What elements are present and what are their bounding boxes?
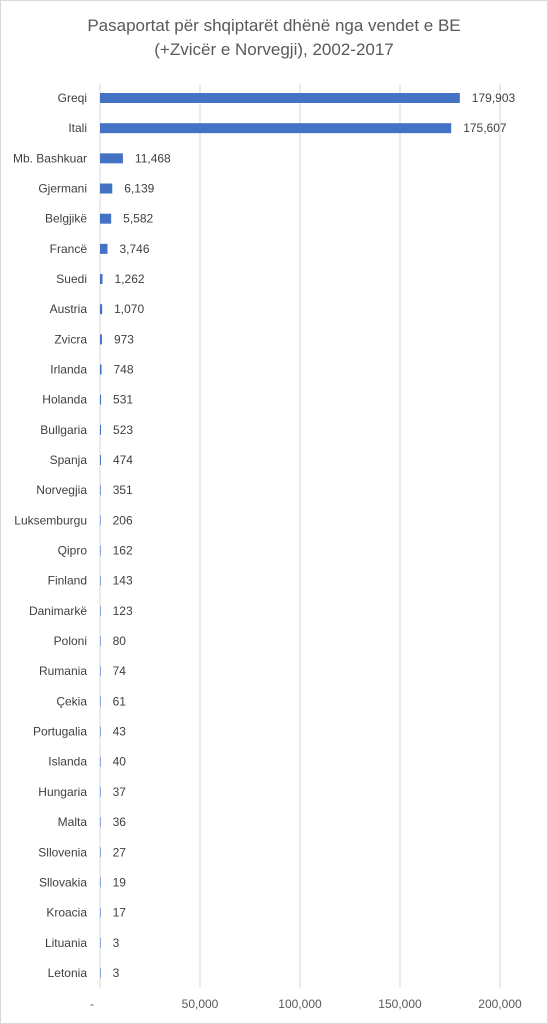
category-label: Sllovakia — [38, 875, 87, 890]
category-label: Danimarkë — [28, 603, 87, 618]
category-label: Kroacia — [46, 905, 87, 920]
category-label: Hungaria — [38, 784, 87, 799]
data-label: 474 — [112, 453, 133, 468]
bar — [100, 546, 101, 556]
bar — [100, 365, 101, 375]
data-label: 11,468 — [134, 151, 171, 166]
data-label: 206 — [112, 513, 133, 528]
chart-title-line-1: Pasaportat për shqiptarët dhënë nga vendet e BE — [87, 16, 461, 35]
data-label: 351 — [112, 483, 133, 498]
data-label: 19 — [112, 875, 126, 890]
bar — [100, 636, 101, 646]
category-label: Holanda — [42, 392, 87, 407]
bar — [100, 334, 102, 344]
x-tick-label: 150,000 — [378, 997, 422, 1011]
bar — [100, 425, 101, 435]
category-label: Qipro — [57, 543, 87, 558]
data-label: 162 — [112, 543, 133, 558]
bar — [100, 877, 101, 887]
data-label: 36 — [112, 815, 126, 830]
category-label: Lituania — [44, 935, 87, 950]
bar — [100, 938, 101, 948]
bar — [100, 968, 101, 978]
chart-title-line-2: (+Zvicër e Norvegji), 2002-2017 — [154, 40, 394, 59]
bar — [100, 304, 102, 314]
category-label: Mb. Bashkuar — [12, 151, 87, 166]
data-label: 523 — [113, 422, 134, 437]
category-label: Finland — [47, 573, 87, 588]
category-label: Poloni — [53, 634, 87, 649]
bar — [100, 244, 107, 254]
bar — [100, 817, 101, 827]
category-label: Spanja — [49, 453, 87, 468]
data-label: 3 — [112, 965, 120, 980]
category-label: Malta — [57, 815, 87, 830]
category-label: Francë — [49, 241, 87, 256]
category-label: Itali — [68, 121, 87, 136]
bar — [100, 666, 101, 676]
bar — [100, 214, 111, 224]
x-tick-label: 100,000 — [278, 997, 322, 1011]
bar — [100, 576, 101, 586]
bar — [100, 123, 451, 133]
data-label: 80 — [112, 634, 126, 649]
x-tick-label: 200,000 — [478, 997, 522, 1011]
data-label: 43 — [112, 724, 126, 739]
data-label: 179,903 — [471, 91, 516, 105]
data-label: 17 — [112, 905, 126, 920]
bar — [100, 787, 101, 797]
data-label: 6,139 — [124, 181, 155, 196]
bar — [100, 395, 101, 405]
category-label: Bullgaria — [40, 422, 87, 437]
category-label: Austria — [49, 302, 87, 317]
bar — [100, 727, 101, 737]
data-label: 1,262 — [114, 272, 145, 287]
category-label: Letonia — [47, 965, 87, 980]
category-label: Luksemburgu — [14, 513, 87, 528]
data-label: 3 — [112, 935, 120, 950]
data-label: 973 — [113, 332, 134, 347]
bar — [100, 93, 460, 103]
bar — [100, 485, 101, 495]
data-label: 143 — [112, 573, 133, 588]
category-label: Gjermani — [38, 181, 87, 196]
bar — [100, 455, 101, 465]
bar — [100, 606, 101, 616]
data-label: 37 — [112, 784, 126, 799]
category-label: Irlanda — [50, 362, 87, 377]
category-label: Çekia — [56, 694, 87, 709]
category-label: Norvegjia — [36, 483, 87, 498]
data-label: 61 — [112, 694, 126, 709]
bar — [100, 153, 123, 163]
category-label: Portugalia — [32, 724, 87, 739]
data-label: 531 — [113, 392, 134, 407]
data-label: 123 — [112, 603, 133, 618]
data-label: 27 — [112, 845, 126, 860]
category-label: Greqi — [57, 91, 87, 105]
data-label: 175,607 — [463, 121, 507, 136]
category-label: Zvicra — [54, 332, 87, 347]
data-label: 748 — [113, 362, 134, 377]
data-label: 3,746 — [119, 241, 150, 256]
bar — [100, 908, 101, 918]
bar — [100, 696, 101, 706]
bar — [100, 274, 103, 284]
category-label: Belgjikë — [44, 211, 87, 226]
data-label: 1,070 — [114, 302, 145, 317]
category-label: Islanda — [48, 754, 87, 769]
category-label: Sllovenia — [38, 845, 87, 860]
category-label: Suedi — [56, 272, 87, 287]
bar — [100, 847, 101, 857]
data-label: 40 — [112, 754, 126, 769]
x-tick-label: 50,000 — [181, 997, 219, 1011]
category-label: Rumania — [38, 664, 87, 679]
data-label: 5,582 — [123, 211, 154, 226]
x-tick-label: - — [90, 997, 94, 1011]
data-label: 74 — [112, 664, 126, 679]
bar — [100, 515, 101, 525]
bar — [100, 757, 101, 767]
bar — [100, 184, 112, 194]
